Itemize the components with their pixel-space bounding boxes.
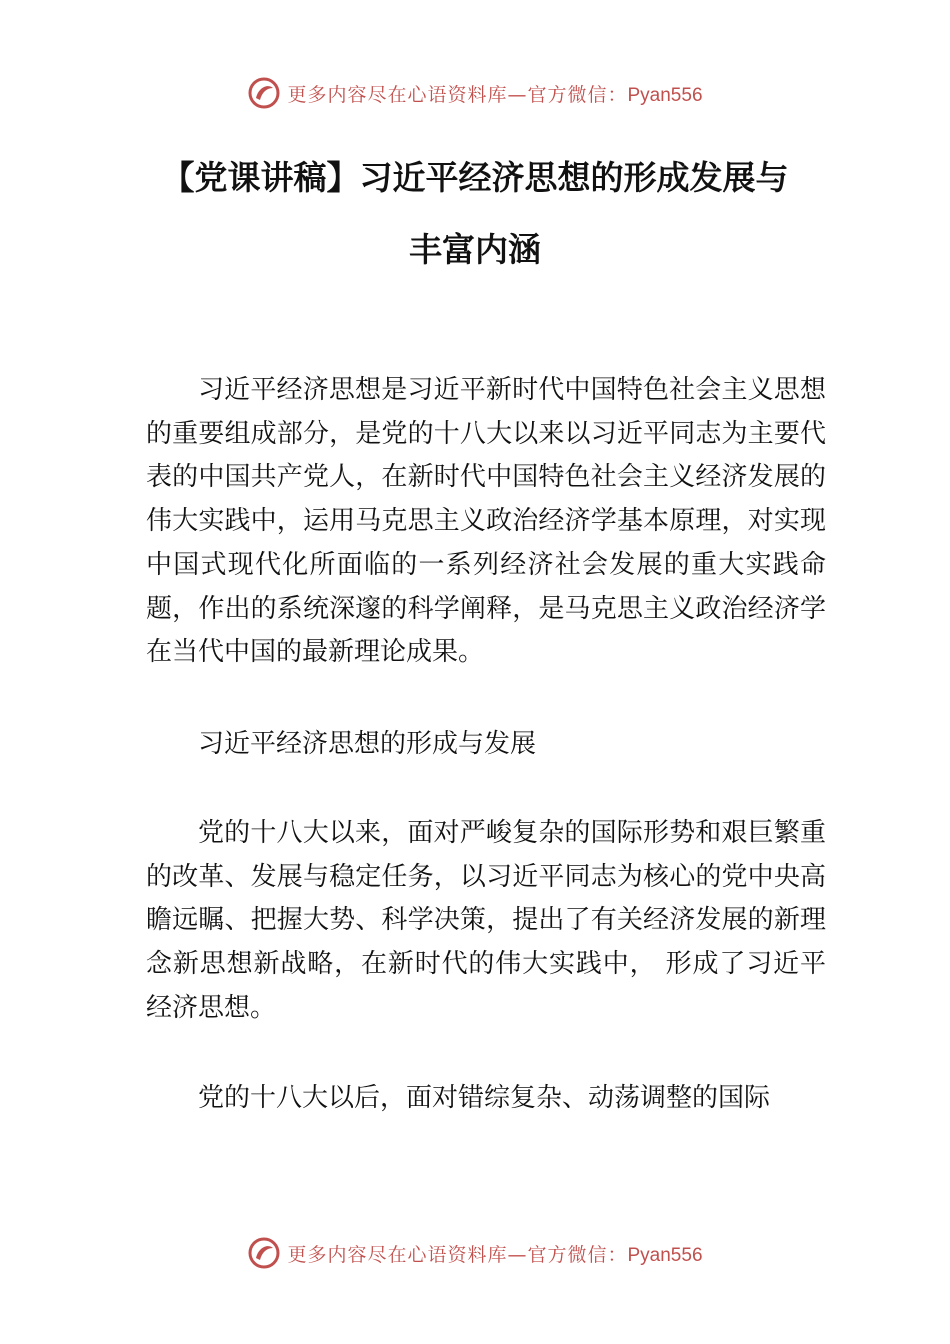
document-title-line-2: 丰富内涵 xyxy=(409,230,541,269)
document-title-line-1: 【党课讲稿】习近平经济思想的形成发展与 xyxy=(161,158,789,197)
footer-watermark xyxy=(0,1233,950,1273)
watermark-text: 更多内容尽在心语资料库—官方微信：Pyan556 xyxy=(287,1243,703,1266)
swirl-logo-icon xyxy=(247,1236,281,1270)
watermark-wechat-id: Pyan556 xyxy=(627,84,703,106)
body-paragraph: 习近平经济思想是习近平新时代中国特色社会主义思想的重要组成部分，是党的十八大以来以习近平同志为主要代表的中国共产党人，在新时代中国特色社会主义经济发展的伟大实践中，运用马克思主义政治经济学基本原理，对实现中国式现代化所面临的一系列经济社会发展的重大实践命题，作出的系统深邃的科学阐释，是马克思主义政治经济学在当代中国的最新理论成果。 xyxy=(146,375,826,668)
section-heading: 习近平经济思想的形成与发展 xyxy=(198,729,537,759)
watermark-text: 更多内容尽在心语资料库—官方微信：Pyan556 xyxy=(287,83,703,106)
header-watermark xyxy=(0,73,950,113)
body-paragraph: 党的十八大以来，面对严峻复杂的国际形势和艰巨繁重的改革、发展与稳定任务，以习近平同志为核心的党中央高瞻远瞩、把握大势、科学决策，提出了有关经济发展的新理念新思想新战略，在新时代的伟大实践中， 形成了习近平经济思想。 xyxy=(146,818,826,1023)
watermark-wechat-id: Pyan556 xyxy=(627,1244,703,1266)
swirl-logo-icon xyxy=(247,76,281,110)
body-paragraph: 党的十八大以后，面对错综复杂、动荡调整的国际 xyxy=(198,1083,771,1113)
